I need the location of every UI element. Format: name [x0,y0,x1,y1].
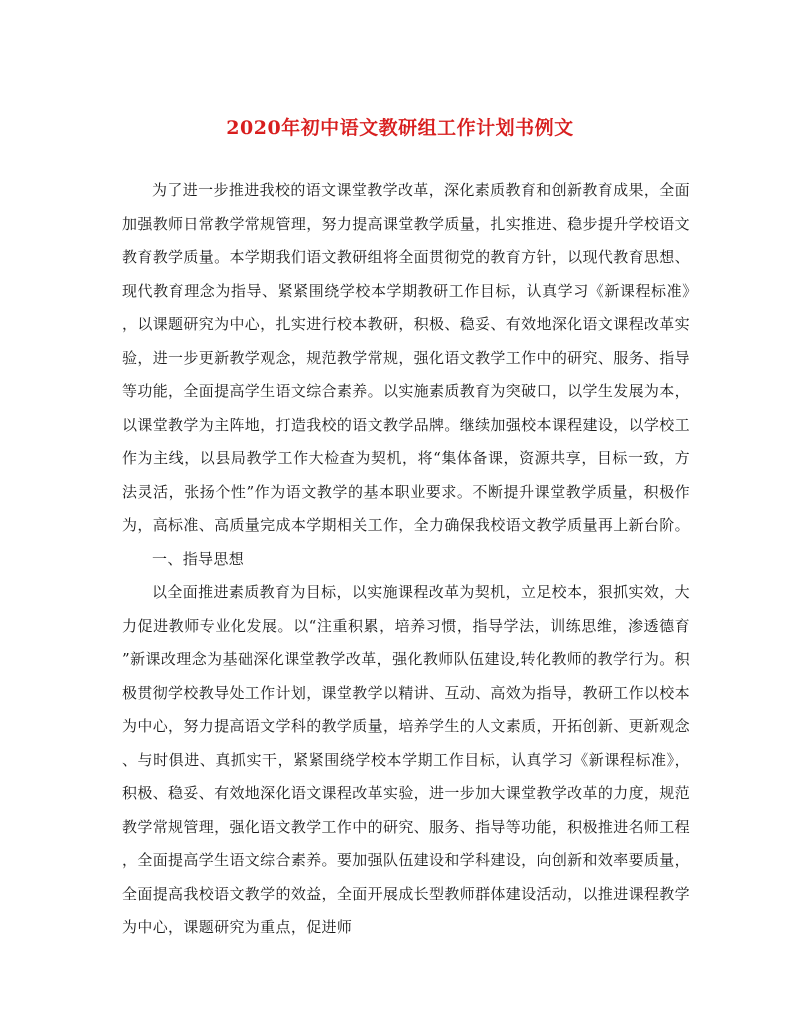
document-body [122,174,690,945]
intro-paragraph: 为了进一步推进我校的语文课堂教学改革，深化素质教育和创新教育成果，全面加强教师日常教学常规管理，努力提高课堂教学质量，扎实推进、稳步提升学校语文教育教学质量。本学期我们语文教研组将全面贯彻党的教育方针，以现代教育思想、现代教育理念为指导、紧紧围绕学校本学期教研工作目标，认真学习《新课程标准》，以课题研究为中心，扎实进行校本教研，积极、稳妥、有效地深化语文课程改革实验，进一步更新教学观念，规范教学常规，强化语文教学工作中的研究、服务、指导等功能，全面提高学生语文综合素养。以实施素质教育为突破口，以学生发展为本，以课堂教学为主阵地，打造我校的语文教学品牌。继续加强校本课程建设，以学校工作为主线，以县局教学工作大检查为契机，将“集体备课，资源共享，目标一致，方法灵活，张扬个性”作为语文教学的基本职业要求。不断提升课堂教学质量，积极作为，高标准、高质量完成本学期相关工作，全力确保我校语文教学质量再上新台阶。 [122,181,690,534]
section-heading-guiding-ideology: 一、指导思想 [152,549,245,568]
document-title: 2020年初中语文教研组工作计划书例文 [226,117,574,139]
section-paragraph-guiding-ideology: 以全面推进素质教育为目标，以实施课程改革为契机，立足校本，狠抓实效，大力促进教师专业化发展。以“注重积累，培养习惯，指导学法，训练思维，渗透德育”新课改理念为基础深化课堂教学改革，强化教师队伍建设,转化教师的教学行为。积极贯彻学校教导处工作计划，课堂教学以精讲、互动、高效为指导，教研工作以校本为中心，努力提高语文学科的教学质量，培养学生的人文素质，开拓创新、更新观念、与时俱进、真抓实干，紧紧围绕学校本学期工作目标，认真学习《新课程标准》，积极、稳妥、有效地深化语文课程改革实验，进一步加大课堂教学改革的力度，规范教学常规管理，强化语文教学工作中的研究、服务、指导等功能，积极推进名师工程，全面提高学生语文综合素养。要加强队伍建设和学科建设，向创新和效率要质量，全面提高我校语文教学的效益，全面开展成长型教师群体建设活动，以推进课程教学为中心，课题研究为重点，促进师 [122,583,690,936]
